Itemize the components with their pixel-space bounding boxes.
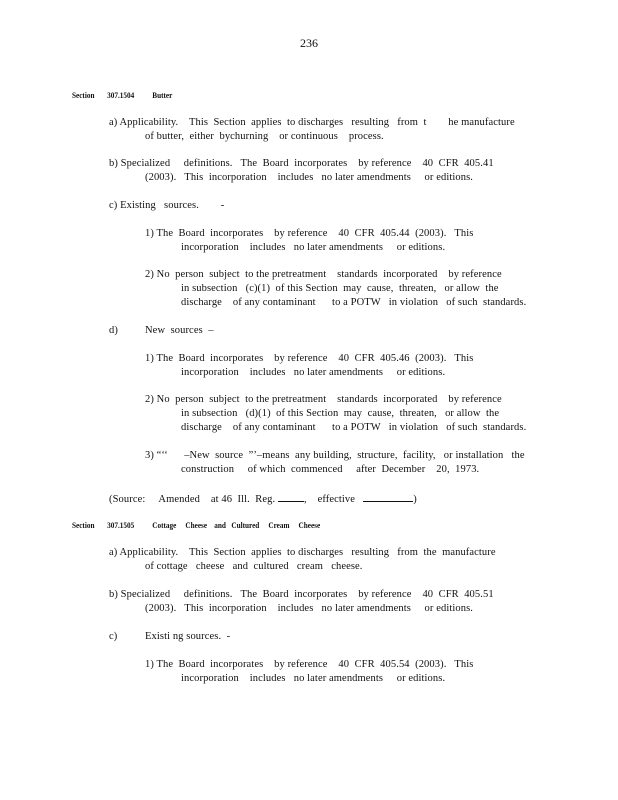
section-number: 307.1505 (107, 520, 135, 530)
register-page-blank (278, 492, 304, 502)
subsection-d3-line2: construction of which commenced after December 20, 1973. (181, 464, 480, 475)
subsection-c-text: Existi ng sources. - (145, 631, 231, 642)
subsection-a-line1: a) Applicability. This Section applies to discharges resulting from t he manufacture (109, 117, 515, 128)
subsection-c-label: c) (109, 631, 118, 642)
section-heading-1504 (72, 90, 172, 100)
section-title: Cottage Cheese and Cultured Cream Cheese (152, 520, 321, 530)
subsection-b-line2: (2003). This incorporation includes no later amendments or editions. (145, 172, 473, 183)
subsection-d2-line3: discharge of any contaminant to a POTW in violation of such standards. (181, 422, 527, 433)
subsection-d1-line1: 1) The Board incorporates by reference 40 CFR 405.46 (2003). This (145, 353, 474, 364)
section-label: Section (72, 90, 95, 100)
section-number: 307.1504 (107, 90, 135, 100)
page-number: 236 (300, 36, 318, 50)
source-note (109, 492, 417, 506)
subsection-c2-line2: in subsection (c)(1) of this Section may cause, threaten, or allow the (181, 283, 499, 294)
subsection-b-line1: b) Specialized definitions. The Board incorporates by reference 40 CFR 405.41 (109, 158, 494, 169)
section-label: Section (72, 520, 95, 530)
subsection-d2-line1: 2) No person subject to the pretreatment standards incorporated by reference (145, 394, 502, 405)
subsection-c1-line2: incorporation includes no later amendments or editions. (181, 242, 446, 253)
subsection-d-text: New sources – (145, 325, 214, 336)
subsection-d2-line2: in subsection (d)(1) of this Section may cause, threaten, or allow the (181, 408, 500, 419)
subsection-d-label: d) (109, 325, 118, 336)
subsection-a-line2: of butter, either bychurning or continuous process. (145, 131, 384, 142)
subsection-a-line1: a) Applicability. This Section applies to discharges resulting from the manufacture (109, 547, 496, 558)
subsection-d3-line1: 3) “‘‘ –New source ”’–means any building, structure, facility, or installation the (145, 450, 525, 461)
subsection-c: c) Existing sources. - (109, 200, 225, 211)
subsection-c2-line1: 2) No person subject to the pretreatment standards incorporated by reference (145, 269, 502, 280)
subsection-b-line1: b) Specialized definitions. The Board incorporates by reference 40 CFR 405.51 (109, 589, 494, 600)
source-prefix: (Source: Amended at 46 Ill. Reg. (109, 494, 276, 505)
subsection-c1-line1: 1) The Board incorporates by reference 40 CFR 405.44 (2003). This (145, 228, 474, 239)
source-mid: , effective (303, 494, 356, 505)
subsection-c2-line3: discharge of any contaminant to a POTW in violation of such standards. (181, 297, 527, 308)
section-heading-1505 (72, 520, 320, 530)
source-suffix: ) (413, 494, 417, 505)
subsection-c1-line1: 1) The Board incorporates by reference 40 CFR 405.54 (2003). This (145, 659, 474, 670)
effective-date-blank (363, 492, 413, 502)
section-title: Butter (152, 90, 173, 100)
subsection-b-line2: (2003). This incorporation includes no later amendments or editions. (145, 603, 473, 614)
subsection-c1-line2: incorporation includes no later amendments or editions. (181, 673, 446, 684)
subsection-d1-line2: incorporation includes no later amendments or editions. (181, 367, 446, 378)
subsection-a-line2: of cottage cheese and cultured cream cheese. (145, 561, 363, 572)
